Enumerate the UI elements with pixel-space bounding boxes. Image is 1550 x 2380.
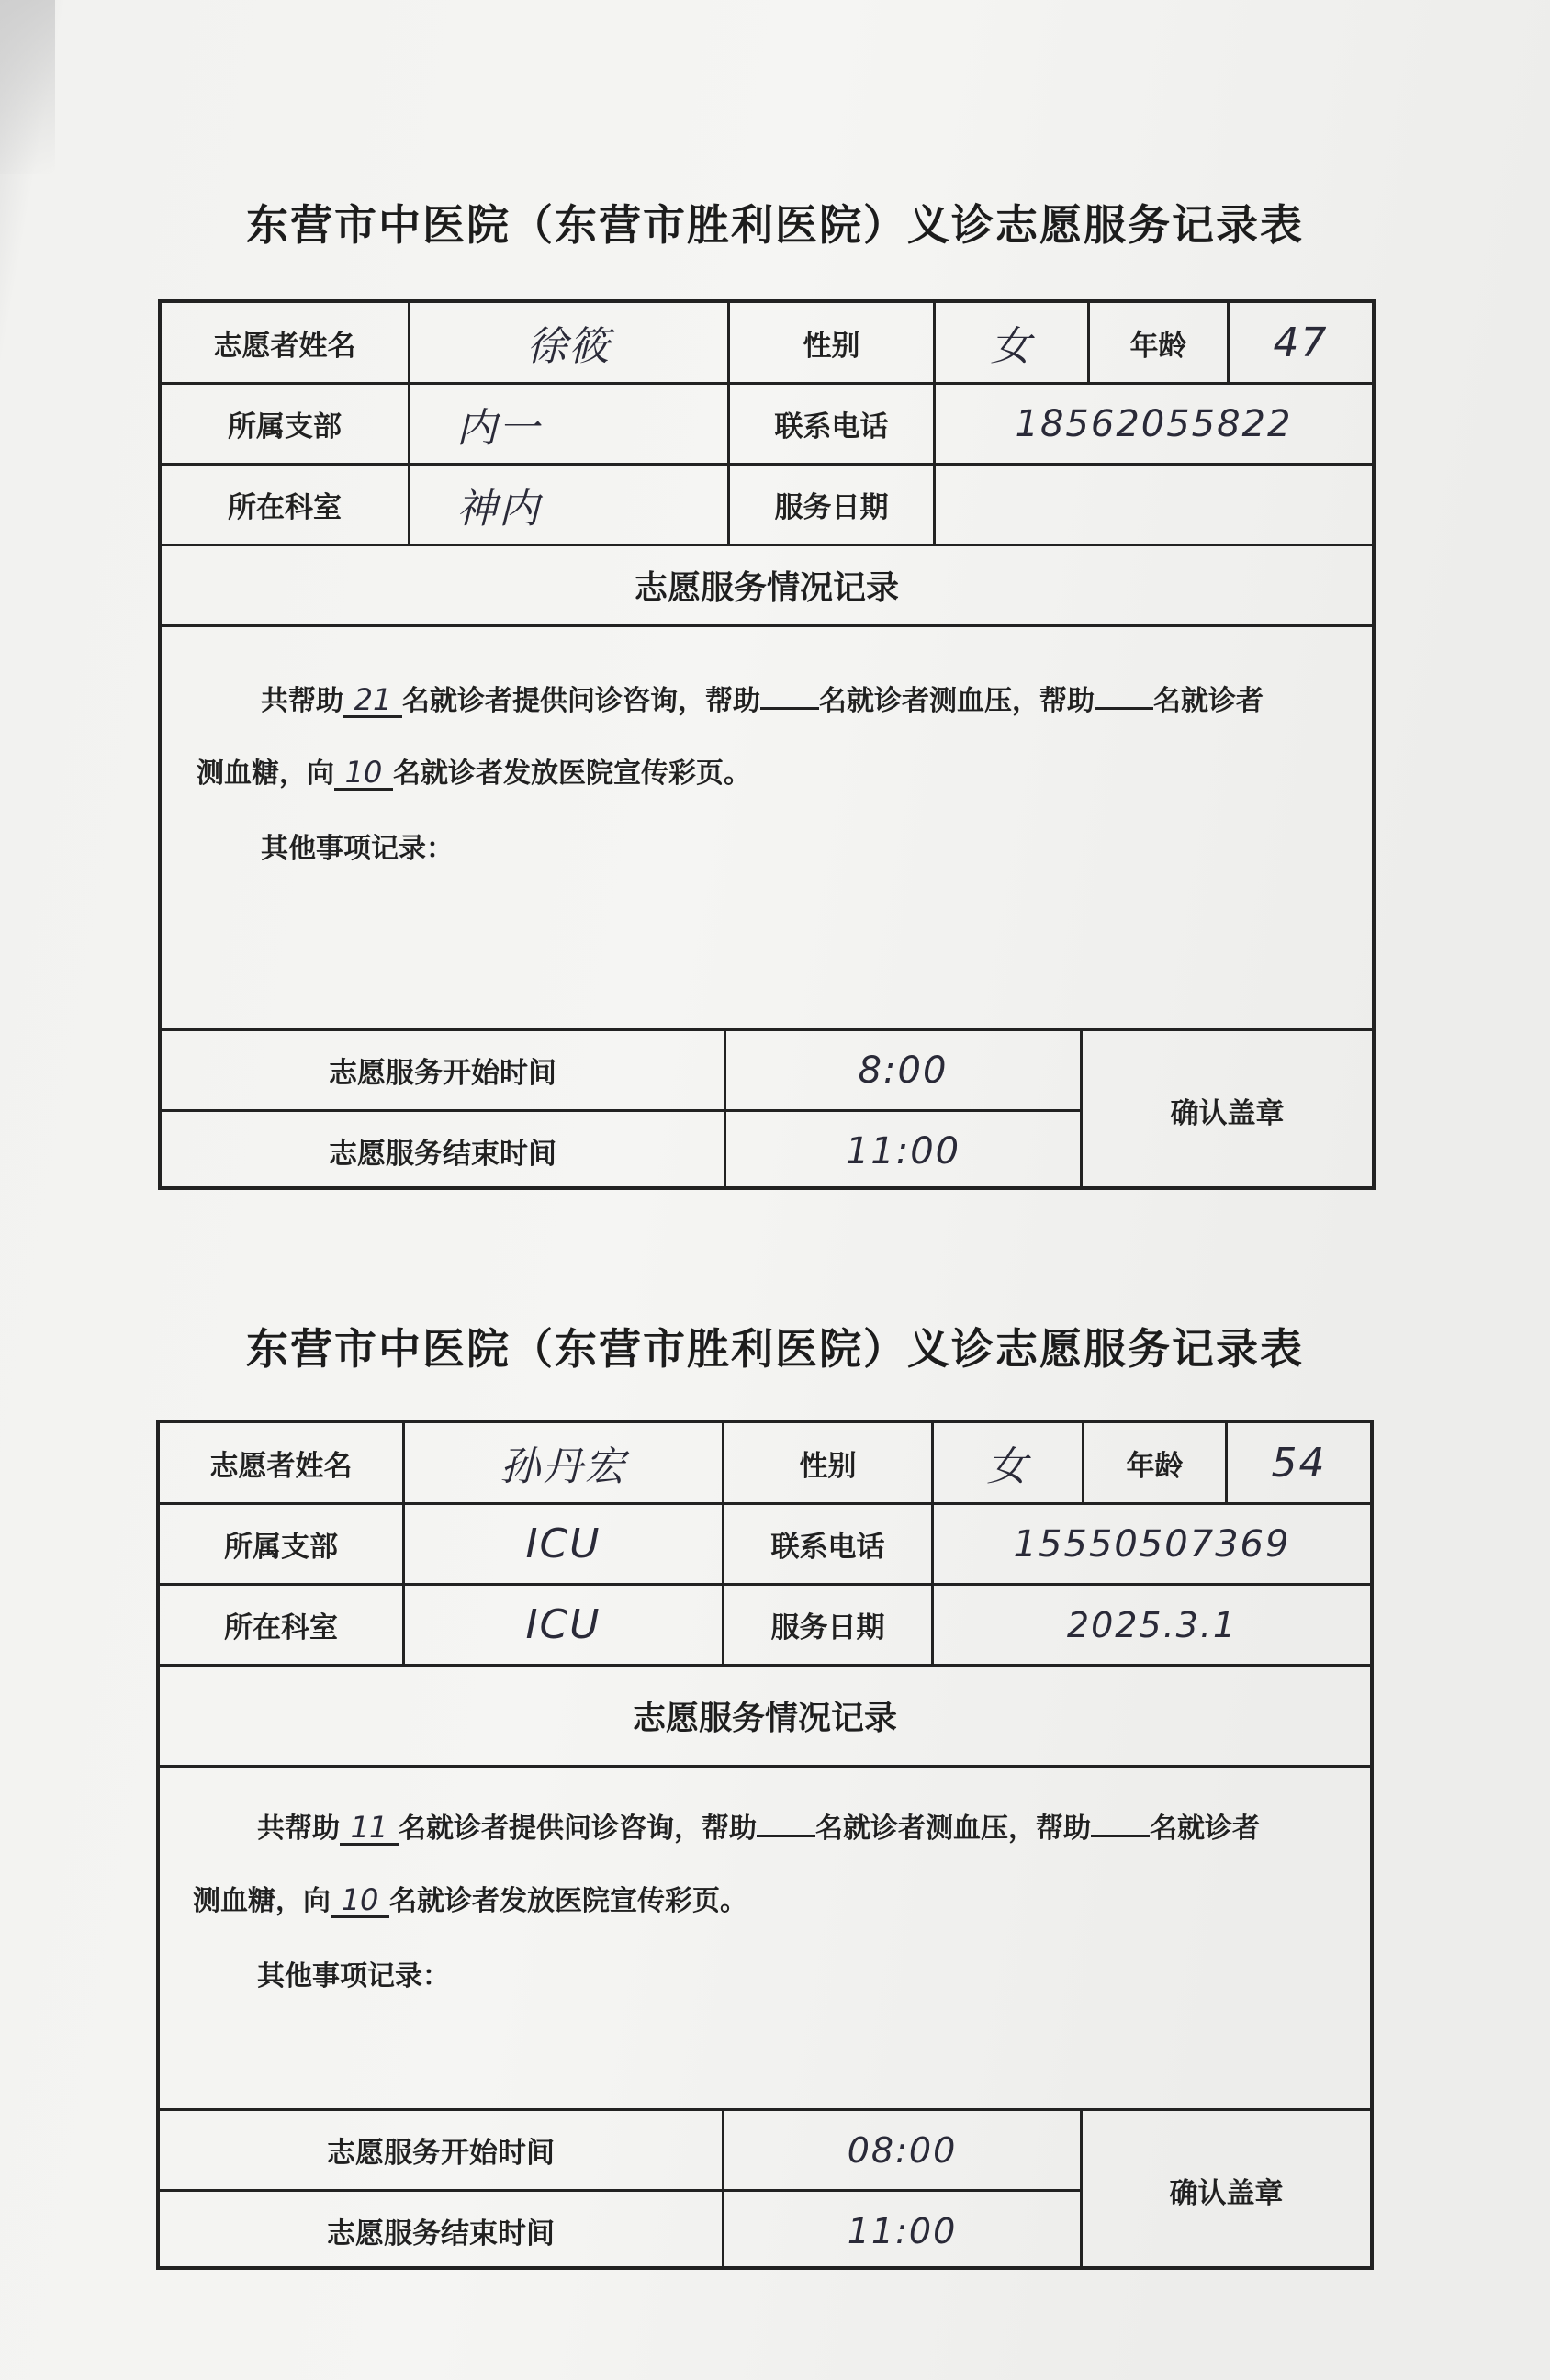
form-2-title: 东营市中医院（东营市胜利医院）义诊志愿服务记录表 — [246, 1324, 1304, 1374]
form-2-branch-label: 所属支部 — [224, 1531, 338, 1564]
consult-count-blank: 21 — [343, 684, 402, 718]
form-2-section-header: 志愿服务情况记录 — [632, 1700, 897, 1737]
form-1-record-line-2 — [197, 757, 751, 791]
form-2-phone-label: 联系电话 — [770, 1531, 885, 1564]
form-2-department-value: ICU — [525, 1601, 601, 1648]
form-1-record-line-1 — [261, 676, 1264, 718]
form-2-branch-value: ICU — [525, 1521, 601, 1567]
form-1-name-label: 志愿者姓名 — [213, 329, 356, 363]
form-1-table — [158, 299, 1376, 1190]
bp-count-blank — [757, 1803, 815, 1837]
form-1-seal-label: 确认盖章 — [1170, 1097, 1285, 1130]
glucose-count-blank — [1095, 676, 1153, 710]
form-2-department-label: 所在科室 — [224, 1611, 338, 1645]
text-segment: 名就诊者提供问诊咨询，帮助 — [402, 685, 760, 717]
glucose-count-blank — [1091, 1803, 1150, 1837]
form-2-start-time-value: 08:00 — [847, 2129, 958, 2171]
form-1-other-notes-label: 其他事项记录： — [261, 833, 454, 865]
form-1-service-date-label: 服务日期 — [774, 491, 889, 524]
form-1-start-time-value: 8:00 — [858, 1049, 949, 1092]
form-1-name-value: 徐筱 — [526, 323, 612, 370]
text-segment: 名就诊者测血压，帮助 — [815, 1813, 1091, 1845]
leaflet-count-blank: 10 — [334, 757, 393, 791]
form-1-start-time-label: 志愿服务开始时间 — [329, 1057, 556, 1090]
form-1-gender-value: 女 — [990, 323, 1033, 370]
bp-count-blank — [760, 676, 819, 710]
form-2-record-line-1 — [257, 1803, 1260, 1846]
form-1-phone-label: 联系电话 — [774, 410, 889, 443]
text-segment: 名就诊者提供问诊咨询，帮助 — [399, 1813, 757, 1845]
text-segment: 名就诊者 — [1150, 1813, 1260, 1845]
form-2-start-time-label: 志愿服务开始时间 — [327, 2137, 555, 2170]
form-2-age-label: 年龄 — [1126, 1449, 1184, 1483]
form-2-phone-value: 15550507369 — [1013, 1522, 1291, 1566]
consult-count-blank: 11 — [340, 1812, 399, 1846]
text-segment: 名就诊者 — [1153, 685, 1264, 717]
form-2-gender-value: 女 — [986, 1443, 1029, 1490]
text-segment: 名就诊者发放医院宣传彩页。 — [389, 1885, 747, 1917]
form-2-service-date-label: 服务日期 — [770, 1611, 885, 1645]
form-1-service-date-value — [936, 466, 1372, 544]
form-1-department-label: 所在科室 — [228, 491, 342, 524]
text-segment: 共帮助 — [257, 1813, 340, 1845]
form-2-end-time-value: 11:00 — [847, 2210, 958, 2251]
form-1-age-value: 47 — [1273, 319, 1329, 366]
text-segment: 共帮助 — [261, 685, 343, 717]
leaflet-count-blank: 10 — [331, 1884, 389, 1918]
text-segment: 测血糖，向 — [193, 1885, 331, 1917]
form-1-gender-label: 性别 — [803, 329, 860, 363]
form-2-name-value: 孙丹宏 — [500, 1443, 627, 1490]
form-1-branch-value: 内一 — [456, 404, 541, 452]
form-2-gender-label: 性别 — [799, 1449, 857, 1483]
form-2-age-value: 54 — [1271, 1439, 1327, 1487]
text-segment: 名就诊者发放医院宣传彩页。 — [393, 758, 751, 790]
text-segment: 测血糖，向 — [197, 758, 334, 790]
text-segment: 名就诊者测血压，帮助 — [819, 685, 1095, 717]
form-2-end-time-label: 志愿服务结束时间 — [327, 2217, 555, 2251]
form-2-seal-label: 确认盖章 — [1169, 2177, 1284, 2210]
form-1-phone-value: 18562055822 — [1015, 402, 1293, 445]
form-2-record-line-2 — [193, 1884, 747, 1918]
form-1-department-value: 神内 — [456, 485, 541, 533]
form-1-age-label: 年龄 — [1129, 329, 1187, 363]
form-2-other-notes-label: 其他事项记录： — [257, 1960, 450, 1993]
form-1-branch-label: 所属支部 — [228, 410, 342, 443]
form-1-section-header: 志愿服务情况记录 — [634, 569, 899, 607]
form-1-end-time-label: 志愿服务结束时间 — [329, 1138, 556, 1171]
form-2-name-label: 志愿者姓名 — [209, 1449, 353, 1483]
form-1-title: 东营市中医院（东营市胜利医院）义诊志愿服务记录表 — [246, 200, 1304, 250]
form-2-table — [156, 1420, 1374, 2270]
form-1-end-time-value: 11:00 — [845, 1129, 961, 1173]
form-2-service-date-value: 2025.3.1 — [1066, 1604, 1238, 1645]
paper-fold-shadow — [0, 0, 55, 174]
